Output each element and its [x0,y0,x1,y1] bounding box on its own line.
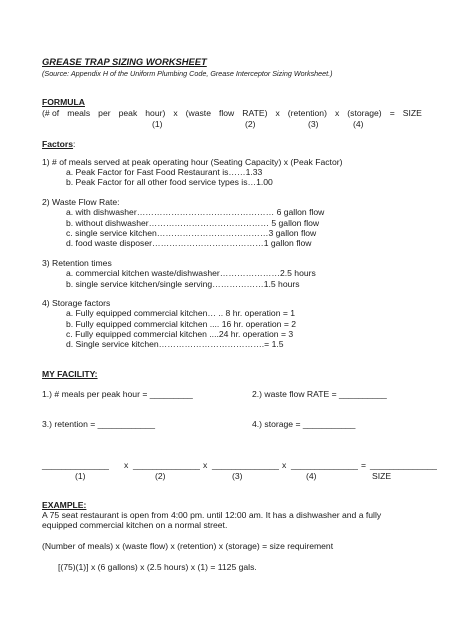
factor-2: 2) Waste Flow Rate: [42,197,120,207]
size-blank-2[interactable]: ______________ [133,460,200,470]
example-heading: EXAMPLE: [42,500,87,510]
times-sign: x [282,460,287,470]
facility-q1[interactable]: 1.) # meals per peak hour = _________ [42,389,193,399]
factor-2a: a. with dishwasher………………………………………… 6 gallon flow [66,207,325,217]
factor-3b: b. single service kitchen/single serving………………1.5 hours [66,279,300,289]
factor-4a: a. Fully equipped commercial kitchen… .. 8 hr. operation = 1 [66,308,296,318]
blank-label-4: (4) [306,471,317,481]
facility-q3[interactable]: 3.) retention = ____________ [42,419,156,429]
factor-2c: c. single service kitchen…………………………………3 gallon flow [66,228,317,238]
times-sign: x [203,460,208,470]
worksheet-title: GREASE TRAP SIZING WORKSHEET [42,56,207,67]
formula-num-3: (3) [308,119,319,129]
factor-4c: c. Fully equipped commercial kitchen ....24 hr. operation = 3 [66,329,294,339]
blank-label-1: (1) [75,471,86,481]
factor-2b: b. without dishwasher…………………………………… 5 gallon flow [66,218,320,228]
example-text-2: equipped commercial kitchen on a normal street. [42,520,228,530]
source-note: (Source: Appendix H of the Uniform Plumbing Code, Grease Interceptor Sizing Worksheet.) [42,69,333,78]
blank-label-3: (3) [232,471,243,481]
equals-sign: = [361,460,367,470]
size-blank-result[interactable]: ______________ [370,460,437,470]
blank-label-size: SIZE [372,471,392,481]
size-blank-1[interactable]: ______________ [42,460,109,470]
size-blank-4[interactable]: ______________ [291,460,358,470]
times-sign: x [124,460,129,470]
factor-1a: a. Peak Factor for Fast Food Restaurant is……1.33 [66,167,263,177]
factor-3a: a. commercial kitchen waste/dishwasher…………………2.5 hours [66,268,316,278]
factor-2d: d. food waste disposer…………………………………1 gallon flow [66,238,312,248]
formula-heading: FORMULA [42,97,85,107]
example-formula: (Number of meals) x (waste flow) x (retention) x (storage) = size requirement [42,541,334,551]
formula-num-1: (1) [152,119,163,129]
my-facility-heading: MY FACILITY: [42,369,98,379]
blank-label-2: (2) [155,471,166,481]
size-blank-3[interactable]: ______________ [212,460,279,470]
factor-4b: b. Fully equipped commercial kitchen .... 16 hr. operation = 2 [66,319,297,329]
formula-num-4: (4) [353,119,364,129]
example-text-1: A 75 seat restaurant is open from 4:00 pm. until 12:00 am. It has a dishwasher and a fully [42,510,382,520]
facility-q4[interactable]: 4.) storage = ___________ [252,419,356,429]
factor-4: 4) Storage factors [42,298,111,308]
formula-num-2: (2) [245,119,256,129]
factor-4d: d. Single service kitchen……………………………….= 1.5 [66,339,284,349]
factor-3: 3) Retention times [42,258,112,268]
example-calculation: [(75)(1)] x (6 gallons) x (2.5 hours) x (1) = 1125 gals. [58,562,257,572]
formula-line: (# of meals per peak hour) x (waste flow RATE) x (retention) x (storage) = SIZE [42,108,422,118]
facility-q2[interactable]: 2.) waste flow RATE = __________ [252,389,387,399]
factors-heading: Factors: [42,139,76,149]
factor-1b: b. Peak Factor for all other food service types is…1.00 [66,177,273,187]
factor-1: 1) # of meals served at peak operating hour (Seating Capacity) x (Peak Factor) [42,157,343,167]
